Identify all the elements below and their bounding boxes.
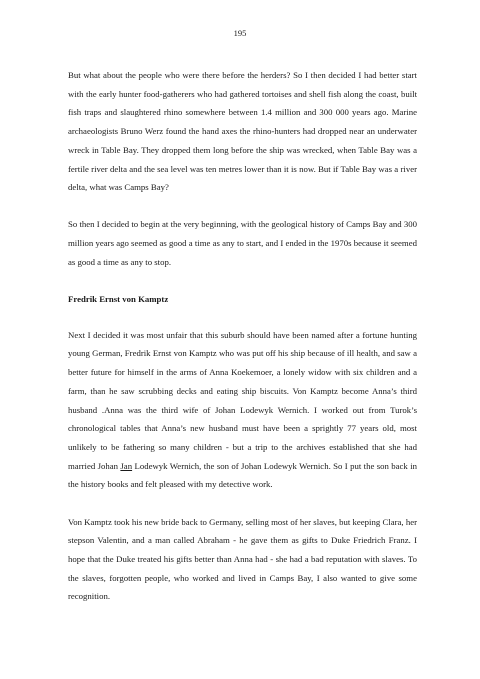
paragraph-herders: But what about the people who were there before the herders? So I then decided I had better start with the early hunter food-gatherers who had gathered tortoises and shell fish along the coast, built fish traps and slaughtered rhino somewhere between 1.4 million and 300 000 years ago. Marine archaeologists Bruno Werz found the hand axes the rhino-hunters had dropped near an underwater wreck in Table Bay. They dropped them long before the ship was wrecked, when Table Bay was a fertile river delta and the sea level was ten metres lower than it is now. But if Table Bay was a river delta, what was Camps Bay? — [68, 70, 417, 193]
paragraph-beginning: So then I decided to begin at the very beginning, with the geological history of Camps Bay and 300 million years ago seemed as good a time as any to start, and I ended in the 1970s because it seemed as good a time as any to stop. — [68, 219, 417, 267]
body-text — [68, 66, 417, 625]
section-heading: Fredrik Ernst von Kamptz — [68, 294, 169, 305]
page-number: 195 — [233, 28, 247, 38]
paragraph-von-kamptz — [68, 326, 417, 494]
paragraph-von-kamptz-text-2: Lodewyk Wernich, the son of Johan Lodewyk Wernich. So I put the son back in the history books and felt pleased with my detective work. — [68, 460, 417, 490]
paragraph-von-kamptz-text-1: Next I decided it was most unfair that this suburb should have been named after a fortune hunting young German, Fredrik Ernst von Kamptz who was put off his ship because of ill health, and saw a better future for himself in the arms of Anna Koekemoer, a lonely widow with six children and a farm, than he saw scrubbing decks and eating ship biscuits. Von Kamptz become Anna’s third husband .Anna was the third wife of Johan Lodewyk Wernich. I worked out from Turok’s chronological tables that Anna’s new husband must have been a sprightly 77 years old, most unlikely to be fathering so many children - but a trip to the archives established that she had married Johan — [68, 329, 417, 471]
paragraph-slaves: Von Kamptz took his new bride back to Germany, selling most of her slaves, but keeping Clara, her stepson Valentin, and a man called Abraham - he gave them as gifts to Duke Friedrich Franz. I hope that the Duke treated his gifts better than Anna had - she had a bad reputation with slaves. To the slaves, forgotten people, who worked and lived in Camps Bay, I also wanted to give some recognition. — [68, 516, 417, 602]
underlined-name: Jan — [120, 460, 133, 471]
